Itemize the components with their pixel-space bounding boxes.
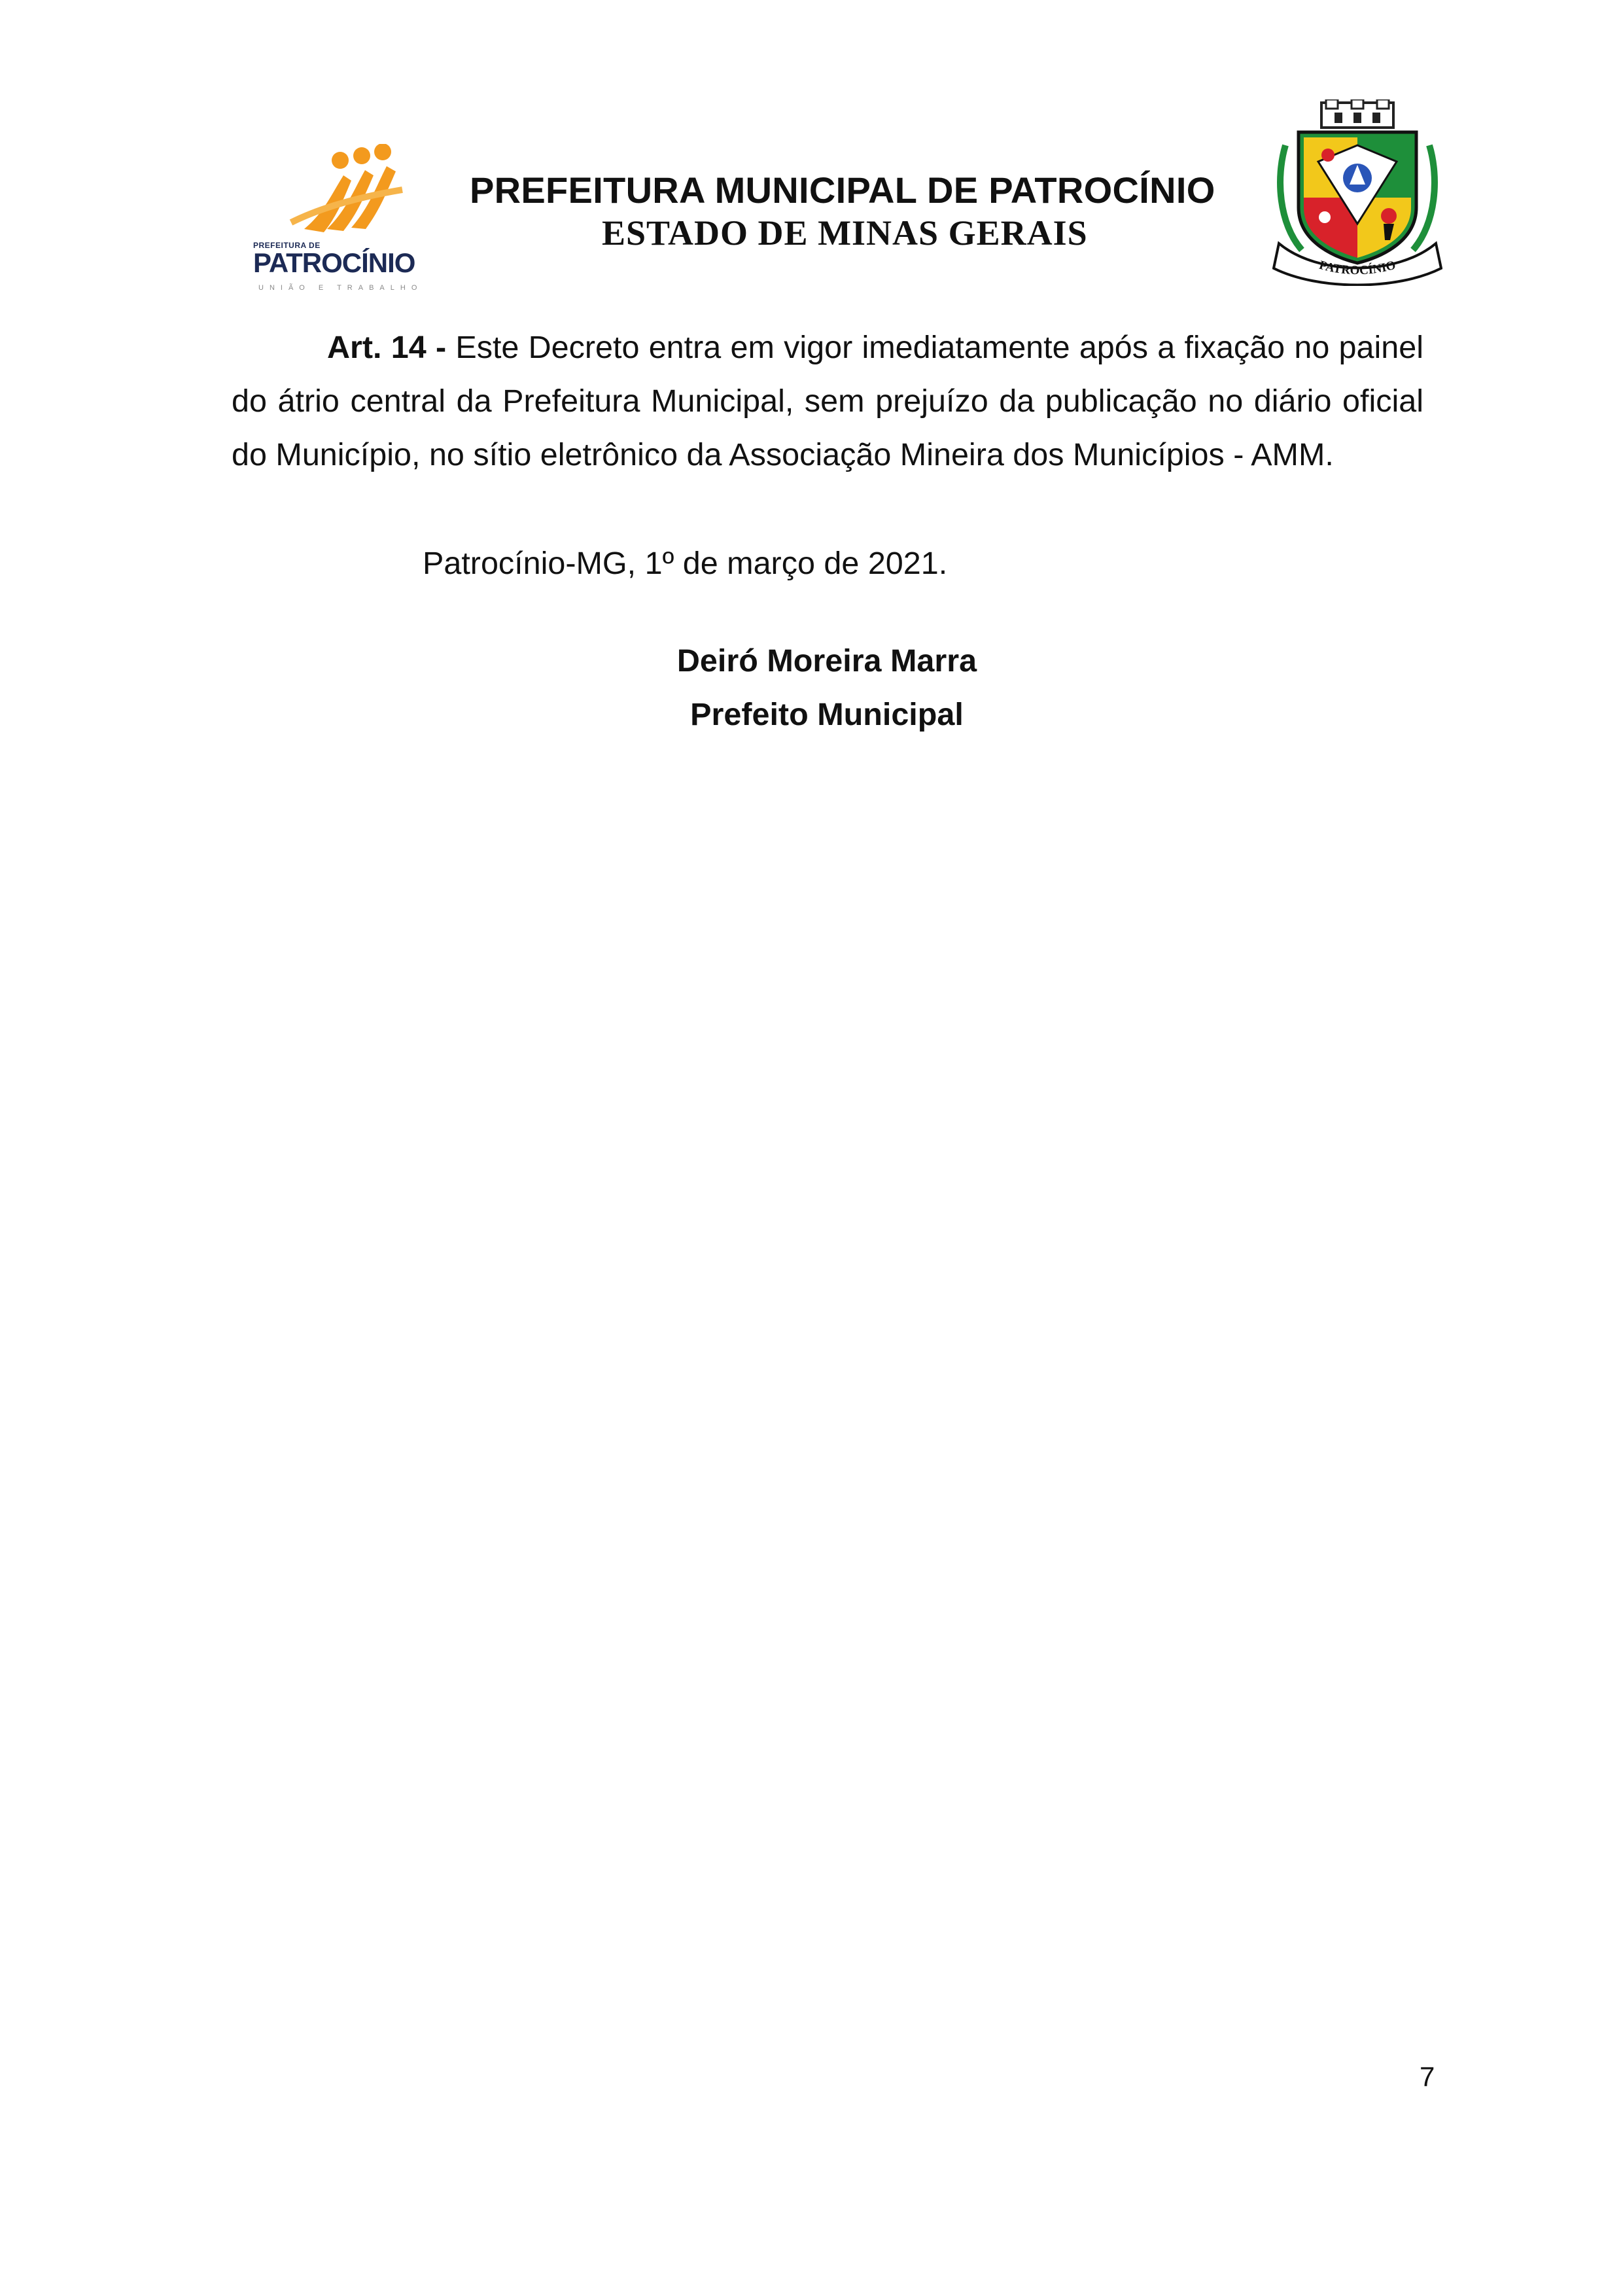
article-paragraph	[232, 321, 1423, 482]
city-logo	[239, 144, 435, 292]
logo-city-name: PATROCÍNIO	[253, 247, 415, 278]
header-subtitle: ESTADO DE MINAS GERAIS	[602, 213, 1088, 253]
people-logo-icon	[278, 144, 409, 242]
signatory-role: Prefeito Municipal	[690, 697, 964, 732]
coat-of-arms	[1272, 99, 1442, 286]
signatory-name: Deiró Moreira Marra	[676, 643, 977, 679]
coat-banner-text: PATROCÍNIO	[1318, 258, 1397, 278]
page-number: 7	[1420, 2061, 1435, 2092]
logo-prefix-text: PREFEITURA DE	[253, 241, 321, 250]
date-line: Patrocínio-MG, 1º de março de 2021.	[423, 546, 948, 581]
header-title: PREFEITURA MUNICIPAL DE PATROCÍNIO	[470, 169, 1215, 211]
page-header	[0, 98, 1623, 292]
logo-motto: UNIÃO E TRABALHO	[258, 284, 423, 292]
coat-of-arms-icon	[1272, 99, 1442, 286]
article-text: Este Decreto entra em vigor imediatamente após a fixação no painel do átrio central da Prefeitura Municipal, sem prejuízo da publicação no diário oficial do Município, no sítio eletrônico da Associação Mineira dos Municípios - AMM.	[232, 330, 1423, 472]
article-label: Art. 14 -	[327, 330, 447, 365]
